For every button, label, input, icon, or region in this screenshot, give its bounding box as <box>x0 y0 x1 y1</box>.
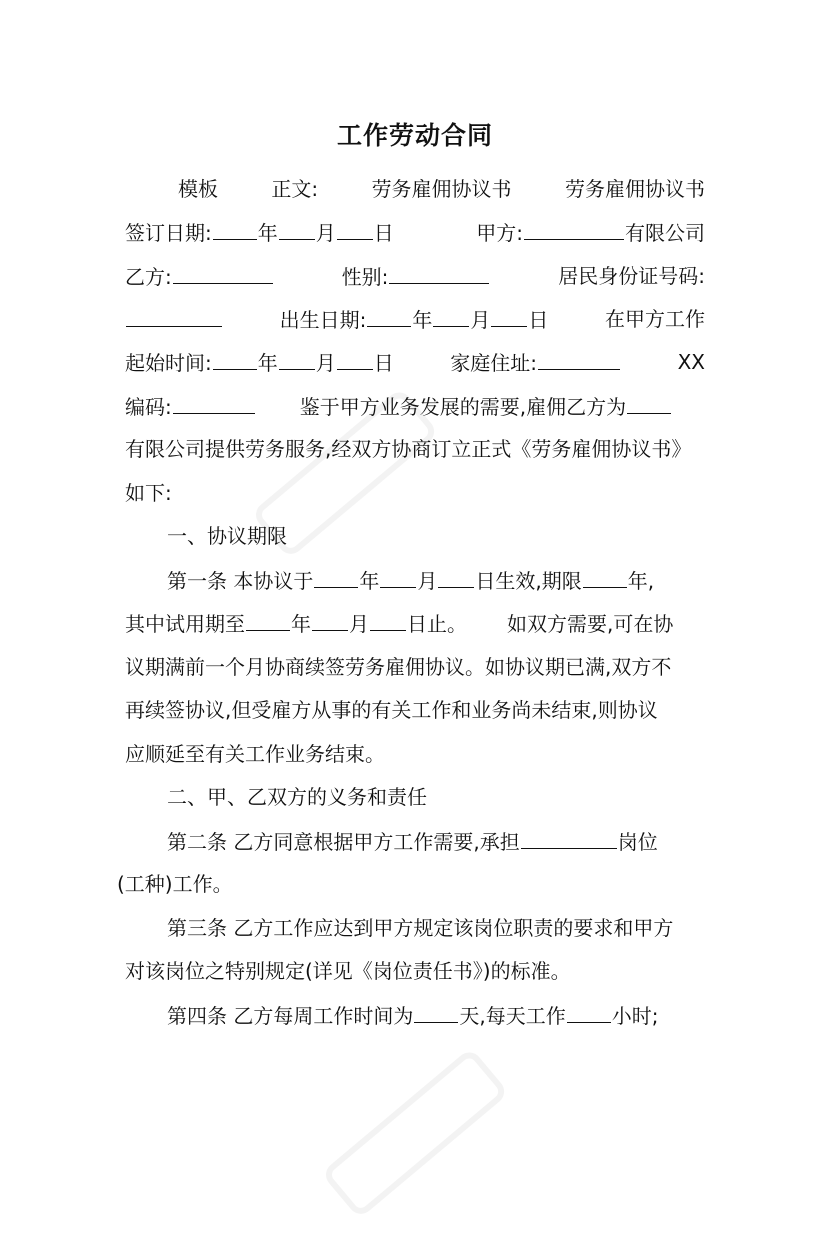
body-label: 正文: <box>271 177 319 201</box>
art1-text-a: 第一条 本协议于 <box>167 569 314 593</box>
month-label: 月 <box>349 612 369 636</box>
art4-text-a: 第四条 乙方每周工作时间为 <box>167 1004 414 1028</box>
birth-date-label: 出生日期: <box>279 308 367 332</box>
company-suffix: 有限公司 <box>625 221 705 245</box>
blank-probation-day <box>370 608 406 631</box>
art1-text-c: 年, <box>627 569 655 593</box>
blank-month <box>279 217 315 240</box>
intro-line-2: 有限公司提供劳务服务,经双方协商订立正式《劳务雇佣协议书》 <box>125 437 692 461</box>
blank-effective-day <box>438 565 474 588</box>
blank-party-b <box>173 261 273 284</box>
day-label: 日 <box>373 351 394 375</box>
doc-name-2: 劳务雇佣协议书 <box>564 177 705 201</box>
art1-text-d: 其中试用期至 <box>125 612 245 636</box>
code-label: 编码: <box>125 395 172 419</box>
birth-line <box>125 304 705 335</box>
watermark-bottom <box>313 1037 527 1238</box>
article-4-line-1 <box>125 1000 705 1031</box>
month-label: 月 <box>470 308 491 332</box>
month-label: 月 <box>315 221 336 245</box>
blank-home-address <box>538 347 620 370</box>
id-number-label: 居民身份证号码: <box>558 264 705 288</box>
home-address-label: 家庭住址: <box>450 351 538 375</box>
party-a-label: 甲方: <box>476 221 523 245</box>
template-label: 模板 <box>178 177 218 201</box>
blank-position <box>521 826 617 849</box>
year-label: 年 <box>412 308 433 332</box>
art2-text-a: 第二条 乙方同意根据甲方工作需要,承担 <box>167 830 520 854</box>
blank-effective-month <box>380 565 416 588</box>
blank-start-year <box>213 347 257 370</box>
section-1-heading: 一、协议期限 <box>167 524 287 548</box>
blank-start-day <box>337 347 373 370</box>
blank-party-a <box>524 217 624 240</box>
doc-name-1: 劳务雇佣协议书 <box>371 177 512 201</box>
work-at-a-label: 在甲方工作 <box>605 307 705 331</box>
watermark-shape-bottom <box>313 1037 518 1227</box>
start-time-label: 起始时间: <box>125 351 212 375</box>
blank-birth-day <box>491 304 527 327</box>
article-1-line-1 <box>125 565 705 596</box>
art1-text-b: 日生效,期限 <box>475 569 582 593</box>
article-1-line-2 <box>125 608 705 639</box>
blank-term-years <box>583 565 627 588</box>
sign-date-line <box>125 217 705 248</box>
article-2-line-2: (工种)工作。 <box>117 872 233 896</box>
blank-id-number <box>126 304 222 327</box>
art4-text-c: 小时; <box>611 1004 659 1028</box>
code-line <box>125 391 705 422</box>
party-b-label: 乙方: <box>125 265 172 289</box>
blank-day <box>337 217 373 240</box>
art1-text-f: 如双方需要,可在协 <box>507 612 674 636</box>
article-2-line-1 <box>125 826 705 857</box>
intro-text-1: 鉴于甲方业务发展的需要,雇佣乙方为 <box>299 395 627 419</box>
blank-year <box>213 217 257 240</box>
blank-gender <box>389 261 489 284</box>
section-2-heading: 二、甲、乙双方的义务和责任 <box>167 785 427 809</box>
day-label: 日 <box>528 308 549 332</box>
art4-text-b: 天,每天工作 <box>459 1004 566 1028</box>
article-1-line-3: 议期满前一个月协商续签劳务雇佣协议。如协议期已满,双方不 <box>125 655 672 679</box>
gender-label: 性别: <box>341 265 389 289</box>
year-label: 年 <box>257 221 278 245</box>
document-title: 工作劳动合同 <box>336 121 493 150</box>
sign-date-label: 签订日期: <box>125 221 212 245</box>
art2-text-b: 岗位 <box>617 830 658 854</box>
year-label: 年 <box>291 612 311 636</box>
blank-hours-per-day <box>567 1000 611 1023</box>
year-label: 年 <box>359 569 380 593</box>
xx-label: XX <box>677 350 705 374</box>
month-label: 月 <box>417 569 438 593</box>
day-label: 日 <box>373 221 394 245</box>
article-3-line-2: 对该岗位之特别规定(详见《岗位责任书》)的标准。 <box>125 959 571 983</box>
article-1-line-5: 应顺延至有关工作业务结束。 <box>125 742 385 766</box>
blank-code <box>173 391 255 414</box>
blank-probation-year <box>246 608 290 631</box>
year-label: 年 <box>257 351 278 375</box>
article-3-line-1: 第三条 乙方工作应达到甲方规定该岗位职责的要求和甲方 <box>167 916 674 940</box>
article-1-line-4: 再续签协议,但受雇方从事的有关工作和业务尚未结束,则协议 <box>125 698 658 722</box>
blank-probation-month <box>312 608 348 631</box>
blank-days-per-week <box>414 1000 458 1023</box>
party-b-line <box>125 261 705 292</box>
intro-line-3: 如下: <box>125 481 172 505</box>
blank-birth-month <box>433 304 469 327</box>
blank-birth-year <box>367 304 411 327</box>
blank-start-month <box>279 347 315 370</box>
header-line <box>178 174 705 204</box>
start-time-line <box>125 347 705 378</box>
blank-company <box>627 391 671 414</box>
blank-effective-year <box>314 565 358 588</box>
art1-text-e: 日止。 <box>407 612 467 636</box>
month-label: 月 <box>315 351 336 375</box>
